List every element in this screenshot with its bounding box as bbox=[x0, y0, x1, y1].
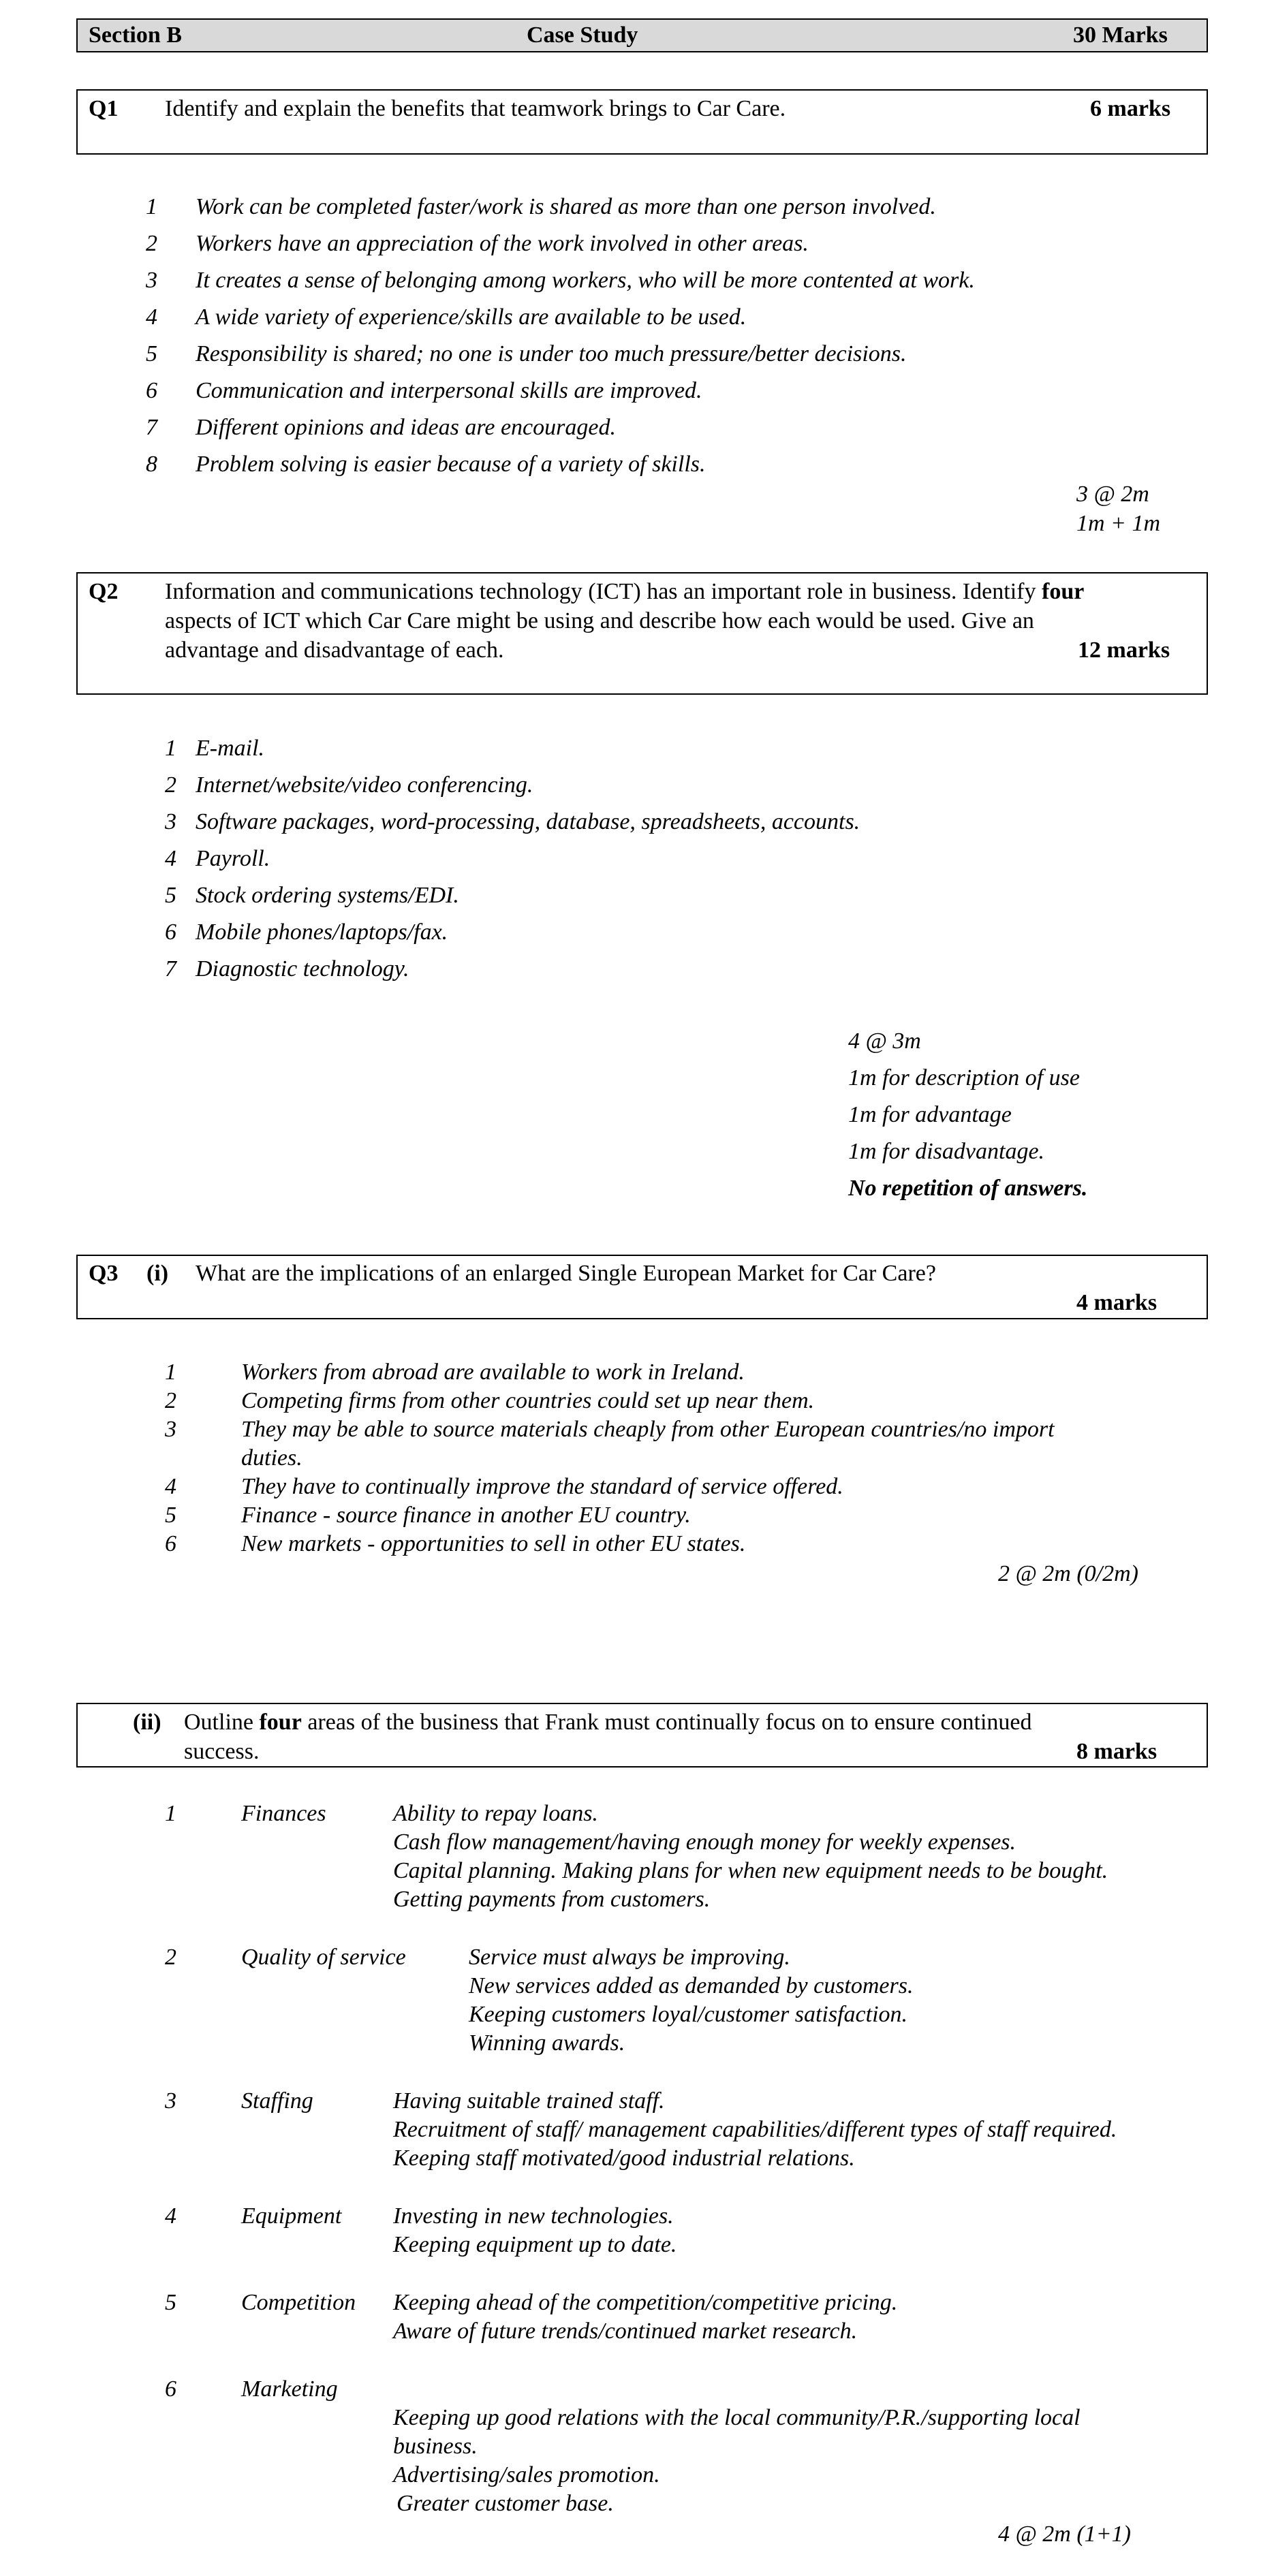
list-item: Work can be completed faster/work is shared as more than one person involved. bbox=[196, 194, 936, 219]
q2-scheme-line4: 1m for disadvantage. bbox=[848, 1139, 1045, 1164]
list-item-continued: duties. bbox=[241, 1445, 302, 1471]
q2-scheme-line2: 1m for description of use bbox=[848, 1065, 1080, 1090]
list-item-number: 7 bbox=[146, 415, 157, 440]
area-point: Keeping staff motivated/good industrial relations. bbox=[393, 2146, 855, 2171]
list-item: Workers have an appreciation of the work involved in other areas. bbox=[196, 231, 809, 256]
q2-question-line1: Information and communications technology (ICT) has an important role in business. Identify four bbox=[165, 579, 1085, 604]
area-point: Getting payments from customers. bbox=[393, 1887, 711, 1912]
q2-scheme-line1: 4 @ 3m bbox=[848, 1028, 921, 1054]
list-item: They may be able to source materials cheaply from other European countries/no import bbox=[241, 1417, 1055, 1442]
q3i-scheme: 2 @ 2m (0/2m) bbox=[998, 1561, 1138, 1586]
area-point: Aware of future trends/continued market research. bbox=[393, 2319, 858, 2344]
case-study-title: Case Study bbox=[527, 22, 638, 48]
list-item-number: 2 bbox=[165, 1388, 176, 1413]
area-point: Advertising/sales promotion. bbox=[393, 2462, 660, 2487]
area-point: Keeping ahead of the competition/competitive pricing. bbox=[393, 2290, 898, 2315]
area-name: Quality of service bbox=[241, 1945, 406, 1970]
list-item-number: 1 bbox=[165, 1801, 176, 1826]
list-item-number: 4 bbox=[165, 846, 176, 871]
area-point: New services added as demanded by customers. bbox=[469, 1973, 914, 1998]
area-point: Capital planning. Making plans for when new equipment needs to be bought. bbox=[393, 1858, 1108, 1883]
list-item: Communication and interpersonal skills are improved. bbox=[196, 378, 702, 403]
q2-scheme-note: No repetition of answers. bbox=[848, 1176, 1088, 1201]
total-marks: 30 Marks bbox=[1073, 22, 1168, 48]
q3ii-question-line2: success. bbox=[184, 1739, 260, 1764]
list-item: A wide variety of experience/skills are available to be used. bbox=[196, 304, 747, 330]
q2-question-line3: advantage and disadvantage of each. bbox=[165, 638, 504, 663]
list-item-number: 2 bbox=[146, 231, 157, 256]
area-point: Greater customer base. bbox=[397, 2491, 614, 2516]
section-label: Section B bbox=[89, 22, 182, 48]
list-item: Workers from abroad are available to work in Ireland. bbox=[241, 1360, 745, 1385]
area-name: Staffing bbox=[241, 2088, 313, 2114]
q3ii-scheme: 4 @ 2m (1+1) bbox=[998, 2522, 1131, 2547]
area-point: Keeping up good relations with the local community/P.R./supporting local bbox=[393, 2405, 1081, 2430]
list-item-number: 3 bbox=[146, 268, 157, 293]
list-item-number: 8 bbox=[146, 452, 157, 477]
q1-question: Identify and explain the benefits that teamwork brings to Car Care. bbox=[165, 96, 786, 121]
list-item-number: 2 bbox=[165, 1945, 176, 1970]
list-item-number: 5 bbox=[165, 2290, 176, 2315]
q1-marks: 6 marks bbox=[1090, 96, 1171, 121]
q1-scheme-line1: 3 @ 2m bbox=[1076, 482, 1149, 507]
list-item-number: 4 bbox=[146, 304, 157, 330]
area-point: Service must always be improving. bbox=[469, 1945, 790, 1970]
list-item-number: 1 bbox=[165, 736, 176, 761]
list-item-number: 3 bbox=[165, 1417, 176, 1442]
list-item-number: 4 bbox=[165, 2203, 176, 2229]
list-item-number: 6 bbox=[165, 2376, 176, 2402]
list-item: Different opinions and ideas are encouraged. bbox=[196, 415, 616, 440]
list-item-number: 2 bbox=[165, 772, 176, 798]
q3ii-emphasis: four bbox=[259, 1710, 302, 1735]
q1-label: Q1 bbox=[89, 96, 119, 121]
list-item-number: 5 bbox=[146, 341, 157, 366]
q3ii-marks: 8 marks bbox=[1076, 1739, 1158, 1764]
list-item-number: 6 bbox=[146, 378, 157, 403]
area-name: Marketing bbox=[241, 2376, 338, 2402]
list-item: They have to continually improve the standard of service offered. bbox=[241, 1474, 843, 1499]
q2-scheme-line3: 1m for advantage bbox=[848, 1102, 1012, 1127]
area-point: Investing in new technologies. bbox=[393, 2203, 674, 2229]
area-point: Keeping equipment up to date. bbox=[393, 2232, 677, 2257]
list-item-number: 4 bbox=[165, 1474, 176, 1499]
area-name: Equipment bbox=[241, 2203, 342, 2229]
list-item: Payroll. bbox=[196, 846, 270, 871]
section-header bbox=[76, 18, 1208, 52]
list-item: Stock ordering systems/EDI. bbox=[196, 883, 459, 908]
list-item: New markets - opportunities to sell in other EU states. bbox=[241, 1531, 746, 1556]
q3i-part: (i) bbox=[146, 1261, 169, 1286]
list-item: Internet/website/video conferencing. bbox=[196, 772, 533, 798]
q3ii-question-line1: Outline four areas of the business that Frank must continually focus on to ensure continued bbox=[184, 1710, 1032, 1735]
list-item: Software packages, word-processing, database, spreadsheets, accounts. bbox=[196, 809, 860, 834]
area-point: Ability to repay loans. bbox=[393, 1801, 598, 1826]
list-item: Problem solving is easier because of a variety of skills. bbox=[196, 452, 706, 477]
q1-scheme-line2: 1m + 1m bbox=[1076, 511, 1161, 536]
q2-marks: 12 marks bbox=[1078, 638, 1170, 663]
area-point: Having suitable trained staff. bbox=[393, 2088, 665, 2114]
list-item-number: 3 bbox=[165, 2088, 176, 2114]
q2-question-line2: aspects of ICT which Car Care might be using and describe how each would be used. Give an bbox=[165, 608, 1034, 633]
list-item-number: 7 bbox=[165, 956, 176, 981]
q3i-question: What are the implications of an enlarged Single European Market for Car Care? bbox=[196, 1261, 936, 1286]
list-item-number: 6 bbox=[165, 1531, 176, 1556]
list-item-number: 5 bbox=[165, 1503, 176, 1528]
list-item: Mobile phones/laptops/fax. bbox=[196, 920, 448, 945]
area-point: Winning awards. bbox=[469, 2030, 625, 2056]
list-item-number: 5 bbox=[165, 883, 176, 908]
q3i-marks: 4 marks bbox=[1076, 1290, 1158, 1315]
area-point: Recruitment of staff/ management capabilities/different types of staff required. bbox=[393, 2117, 1117, 2142]
list-item: Finance - source finance in another EU country. bbox=[241, 1503, 691, 1528]
area-point: Cash flow management/having enough money for weekly expenses. bbox=[393, 1829, 1016, 1855]
area-point: Keeping customers loyal/customer satisfaction. bbox=[469, 2002, 908, 2027]
area-name: Competition bbox=[241, 2290, 356, 2315]
list-item-number: 3 bbox=[165, 809, 176, 834]
list-item-number: 1 bbox=[165, 1360, 176, 1385]
q2-label: Q2 bbox=[89, 579, 119, 604]
list-item-number: 1 bbox=[146, 194, 157, 219]
list-item: Diagnostic technology. bbox=[196, 956, 409, 981]
list-item: It creates a sense of belonging among workers, who will be more contented at work. bbox=[196, 268, 975, 293]
area-point: business. bbox=[393, 2434, 478, 2459]
list-item: E-mail. bbox=[196, 736, 265, 761]
q3-label: Q3 bbox=[89, 1261, 119, 1286]
q3ii-part: (ii) bbox=[133, 1710, 161, 1735]
area-name: Finances bbox=[241, 1801, 326, 1826]
list-item: Responsibility is shared; no one is under too much pressure/better decisions. bbox=[196, 341, 907, 366]
q2-emphasis: four bbox=[1042, 579, 1085, 604]
list-item: Competing firms from other countries could set up near them. bbox=[241, 1388, 815, 1413]
list-item-number: 6 bbox=[165, 920, 176, 945]
